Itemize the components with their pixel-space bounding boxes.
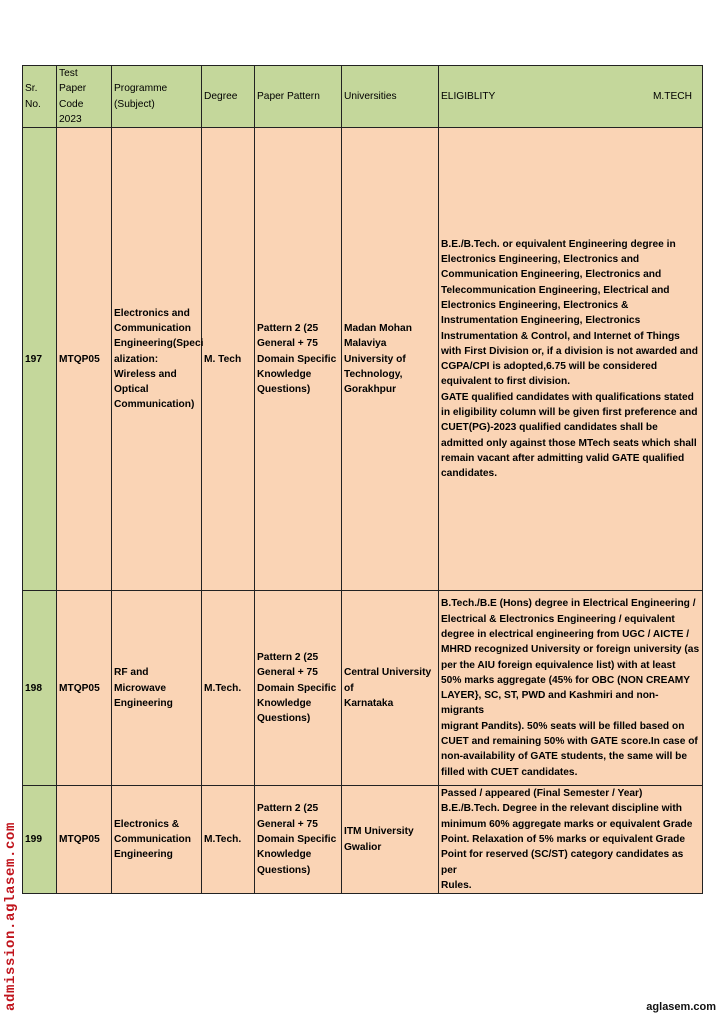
degree-cell: M.Tech. bbox=[202, 591, 255, 786]
site-watermark: admission.aglasem.com bbox=[3, 821, 19, 1011]
eligibility-label: ELIGIBLITY bbox=[441, 90, 496, 102]
header-universities: Universities bbox=[342, 66, 439, 128]
paper-code-cell: MTQP05 bbox=[57, 591, 112, 786]
header-paper-pattern: Paper Pattern bbox=[255, 66, 342, 128]
pattern-cell: Pattern 2 (25 General + 75 Domain Specific Knowledge Questions) bbox=[255, 786, 342, 894]
sr-no-cell: 198 bbox=[23, 591, 57, 786]
header-test-paper-code: Test Paper Code 2023 bbox=[57, 66, 112, 128]
university-cell: ITM University Gwalior bbox=[342, 786, 439, 894]
sr-no-cell: 197 bbox=[23, 128, 57, 591]
eligibility-cell: B.Tech./B.E (Hons) degree in Electrical Engineering / Electrical & Electronics Engineering / equivalent degree in electrical engineering from UGC / AICTE / MHRD recognized University or foreign university (as per the AIU foreign equivalence list) with at least 50% marks aggregate (45% for OBC (NON CREAMY LAYER}, SC, ST, PWD and Kashmiri and non-migrants migrant Pandits). 50% seats will be filled based on CUET and remaining 50% with GATE score.In case of non-availability of GATE students, the same will be filled with CUET candidates. bbox=[439, 591, 703, 786]
eligibility-cell: B.E./B.Tech. or equivalent Engineering degree in Electronics Engineering, Electronics and Communication Engineering, Electronics and Telecommunication Engineering, Electrical and Electronics Engineering, Electronics & Instrumentation Engineering, Electronics Instrumentation & Control, and Internet of Things with First Division or, if a division is not awarded and CGPA/CPI is adopted,6.75 will be considered equivalent to first division. GATE qualified candidates with qualifications stated in eligibility column will be given first preference and CUET(PG)-2023 qualified candidates shall be admitted only against those MTech seats which shall remain vacant after admitting valid GATE qualified candidates. bbox=[439, 128, 703, 591]
header-sr-no: Sr. No. bbox=[23, 66, 57, 128]
programme-cell: Electronics & Communication Engineering bbox=[112, 786, 202, 894]
sr-no-cell: 199 bbox=[23, 786, 57, 894]
pattern-cell: Pattern 2 (25 General + 75 Domain Specific Knowledge Questions) bbox=[255, 128, 342, 591]
mtech-label: M.TECH bbox=[652, 90, 692, 102]
table-row bbox=[23, 128, 703, 591]
pattern-cell: Pattern 2 (25 General + 75 Domain Specific Knowledge Questions) bbox=[255, 591, 342, 786]
degree-cell: M. Tech bbox=[202, 128, 255, 591]
university-cell: Madan Mohan Malaviya University of Technology, Gorakhpur bbox=[342, 128, 439, 591]
table-row bbox=[23, 591, 703, 786]
eligibility-table bbox=[22, 65, 703, 894]
header-eligibility bbox=[439, 66, 703, 128]
programme-cell: RF and Microwave Engineering bbox=[112, 591, 202, 786]
paper-code-cell: MTQP05 bbox=[57, 128, 112, 591]
paper-code-cell: MTQP05 bbox=[57, 786, 112, 894]
eligibility-cell: Passed / appeared (Final Semester / Year) B.E./B.Tech. Degree in the relevant discipline with minimum 60% aggregate marks or equivalent Grade Point. Relaxation of 5% marks or equivalent Grade Point for reserved (SC/ST) category candidates as per Rules. bbox=[439, 786, 703, 894]
university-cell: Central University of Karnataka bbox=[342, 591, 439, 786]
table-row bbox=[23, 786, 703, 894]
header-row bbox=[23, 66, 703, 128]
degree-cell: M.Tech. bbox=[202, 786, 255, 894]
footer-brand: aglasem.com bbox=[646, 1001, 716, 1013]
programme-cell: Electronics and Communication Engineering(Speci alization: Wireless and Optical Communication) bbox=[112, 128, 202, 591]
header-programme: Programme (Subject) bbox=[112, 66, 202, 128]
header-degree: Degree bbox=[202, 66, 255, 128]
